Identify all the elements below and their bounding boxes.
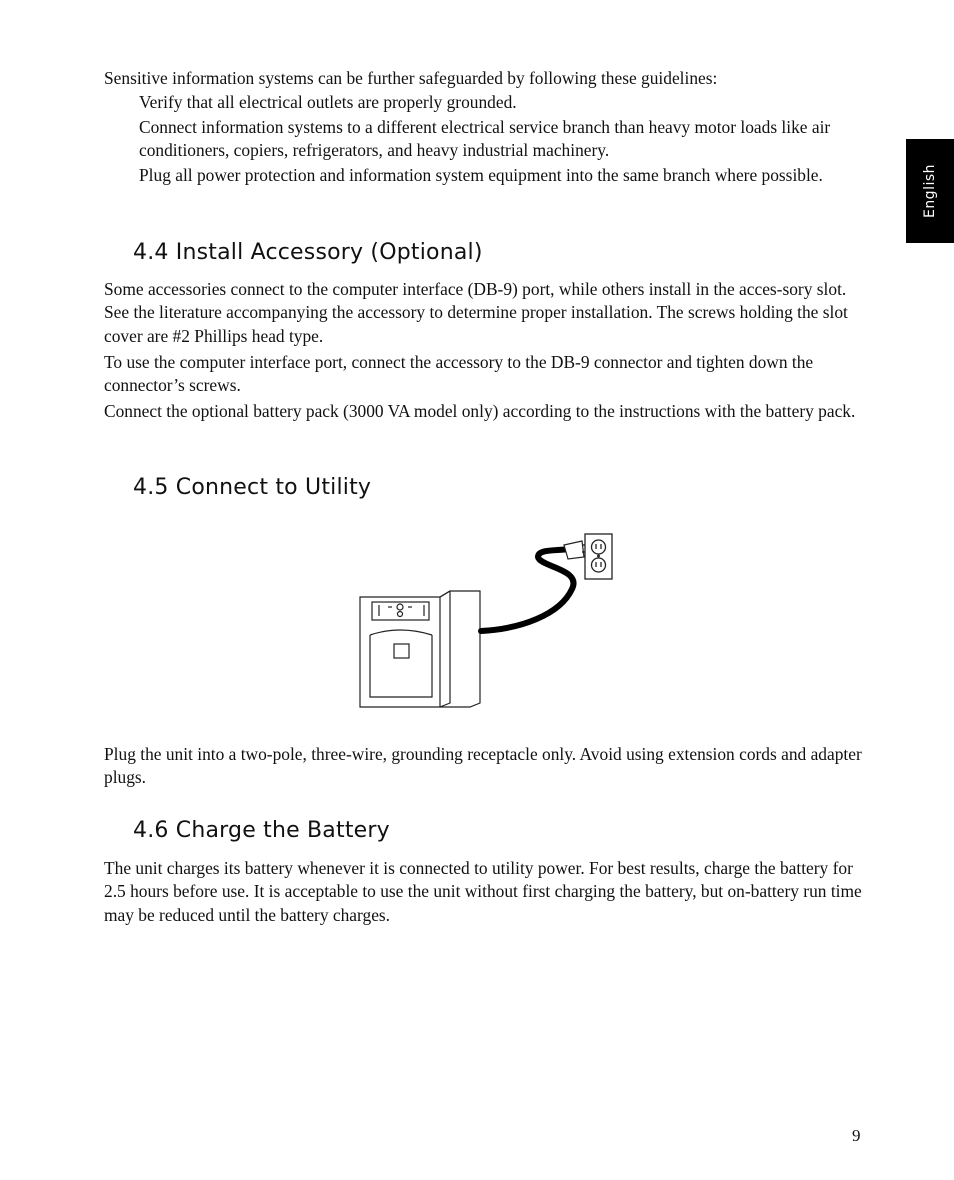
guideline-item: Plug all power protection and information system equipment into the same branch where possible.	[139, 165, 823, 185]
section-heading-4-5: 4.5 Connect to Utility	[133, 475, 372, 500]
guideline-item: Connect information systems to a different electrical service branch than heavy motor loads like air conditioners, copiers, refrigerators, and heavy industrial machinery.	[139, 117, 831, 161]
section-4-5-paragraph: Plug the unit into a two-pole, three-wire, grounding receptacle only. Avoid using extension cords and adapter plugs.	[104, 744, 862, 788]
section-4-4-paragraph: Connect the optional battery pack (3000 VA model only) according to the instructions with the battery pack.	[104, 401, 856, 421]
guideline-item: Verify that all electrical outlets are properly grounded.	[139, 92, 517, 112]
wall-outlet-icon	[585, 534, 612, 579]
language-tab-label: English	[922, 163, 938, 219]
language-tab	[906, 139, 954, 243]
page-number: 9	[852, 1126, 861, 1145]
section-4-6-paragraph: The unit charges its battery whenever it is connected to utility power. For best results, charge the battery for 2.5 hours before use. It is acceptable to use the unit without first charging the battery, but on-battery run time may be reduced until the battery charges.	[104, 858, 862, 925]
power-cord-icon	[481, 541, 590, 631]
intro-lead: Sensitive information systems can be further safeguarded by following these guidelines:	[104, 68, 718, 88]
section-4-4-paragraph: Some accessories connect to the computer interface (DB-9) port, while others install in the acces-sory slot. See the literature accompanying the accessory to determine proper installation. The screws holding the slot cover are #2 Phillips head type.	[104, 279, 848, 346]
ups-to-outlet-illustration	[350, 525, 620, 710]
ups-unit-icon	[360, 591, 480, 707]
section-heading-4-6: 4.6 Charge the Battery	[133, 818, 390, 843]
section-4-4-paragraph: To use the computer interface port, connect the accessory to the DB-9 connector and tighten down the connector’s screws.	[104, 352, 814, 396]
section-heading-4-4: 4.4 Install Accessory (Optional)	[133, 240, 483, 265]
